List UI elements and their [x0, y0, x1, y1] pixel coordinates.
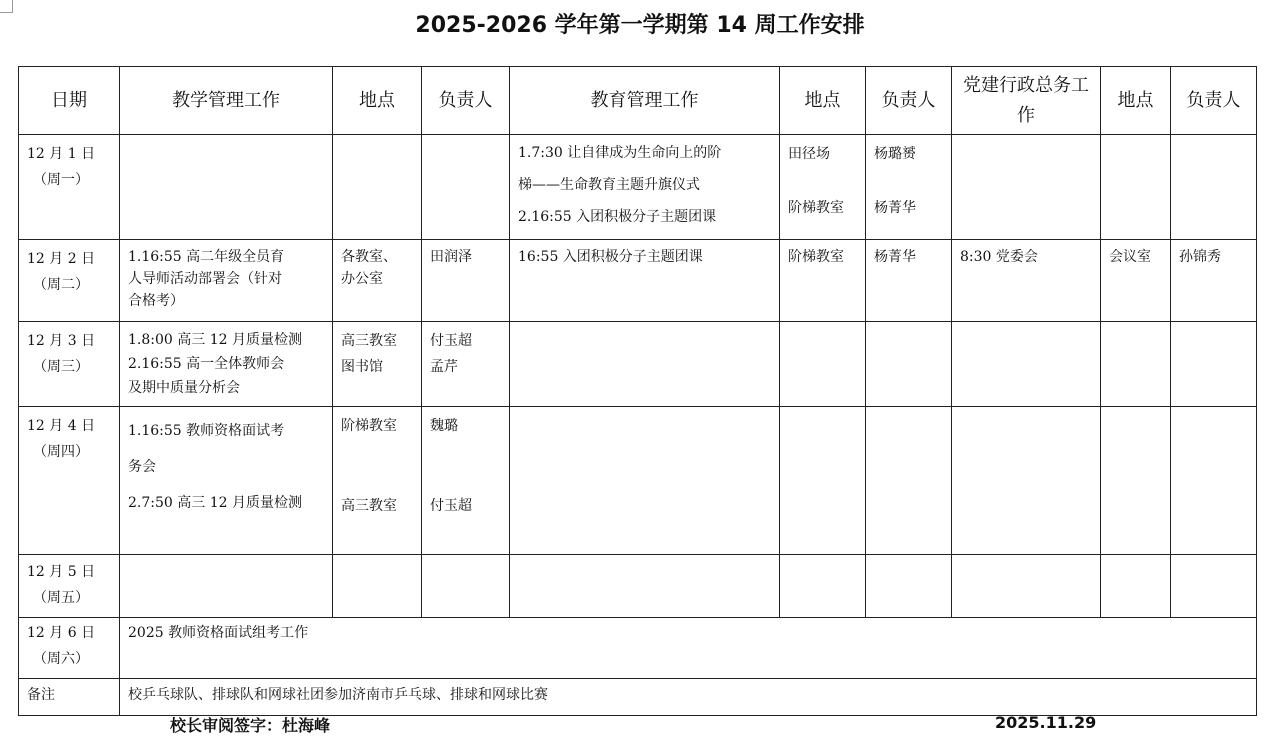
- party-cell: [952, 135, 1101, 240]
- party-place-cell: [1101, 555, 1171, 618]
- education-line: 梯——生命教育主题升旗仪式: [518, 177, 700, 193]
- teaching-line: 合格考）: [128, 293, 184, 309]
- teaching-line: 1.8:00 高三 12 月质量检测: [128, 332, 302, 348]
- teaching-cell: [120, 322, 333, 407]
- teaching-line: 1.16:55 教师资格面试考: [128, 423, 285, 439]
- signature-text: 校长审阅签字：杜海峰: [170, 716, 331, 735]
- header-teaching-place: 地点: [333, 67, 422, 135]
- party-owner-cell: [1171, 240, 1257, 322]
- education-owner-cell: [866, 555, 952, 618]
- teaching-cell: [120, 240, 333, 322]
- teaching-place-line: 高三教室: [341, 498, 397, 514]
- teaching-place-cell: [333, 322, 422, 407]
- header-teaching: 教学管理工作: [120, 67, 333, 135]
- date-cell: [19, 240, 120, 322]
- party-cell: [952, 407, 1101, 555]
- party-place-cell: [1101, 240, 1171, 322]
- education-line: 1.7:30 让自律成为生命向上的阶: [518, 145, 722, 161]
- table-row: [19, 555, 1257, 618]
- date-text: 12 月 5 日: [27, 564, 96, 580]
- party-place-cell: [1101, 135, 1171, 240]
- party-line: 8:30 党委会: [960, 249, 1038, 265]
- teaching-place-cell: [333, 135, 422, 240]
- party-place-cell: [1101, 322, 1171, 407]
- table-row: [19, 240, 1257, 322]
- education-owner-cell: [866, 240, 952, 322]
- footer-date: 2025.11.29: [995, 713, 1097, 732]
- education-cell: [510, 322, 780, 407]
- remark-label: 备注: [19, 679, 120, 716]
- header-teaching-owner: 负责人: [422, 67, 510, 135]
- header-row: [19, 67, 1257, 135]
- education-place-cell: [780, 240, 866, 322]
- education-place-line: 阶梯教室: [788, 200, 844, 216]
- teaching-place-line: 图书馆: [341, 359, 383, 375]
- date-text: 12 月 3 日: [27, 333, 96, 349]
- table-row: [19, 407, 1257, 555]
- party-owner-cell: [1171, 407, 1257, 555]
- header-party: 党建行政总务工作: [952, 67, 1101, 135]
- teaching-owner-line: 孟芹: [430, 359, 458, 375]
- page-title: 2025-2026 学年第一学期第 14 周工作安排: [415, 13, 865, 38]
- education-owner-line: 杨菁华: [874, 200, 916, 216]
- teaching-place-line: 阶梯教室: [341, 418, 397, 434]
- party-owner-cell: [1171, 322, 1257, 407]
- teaching-place-line: 办公室: [341, 271, 383, 287]
- date-text: 12 月 4 日: [27, 418, 96, 434]
- header-education-place: 地点: [780, 67, 866, 135]
- date-cell: [19, 322, 120, 407]
- weekday-text: （周三）: [33, 359, 89, 375]
- party-owner-cell: [1171, 135, 1257, 240]
- header-party-place: 地点: [1101, 67, 1171, 135]
- teaching-owner-cell: [422, 240, 510, 322]
- teaching-cell: [120, 407, 333, 555]
- party-cell: [952, 555, 1101, 618]
- teaching-line: 务会: [128, 459, 156, 475]
- party-place-cell: [1101, 407, 1171, 555]
- teaching-place-line: 高三教室: [341, 333, 397, 349]
- weekday-text: （周一）: [33, 172, 89, 188]
- education-place-cell: [780, 322, 866, 407]
- education-owner-line: 杨璐赟: [874, 146, 916, 162]
- teaching-owner-line: 魏璐: [430, 418, 458, 434]
- teaching-line: 1.16:55 高二年级全员育: [128, 249, 285, 265]
- weekday-text: （周二）: [33, 277, 89, 293]
- teaching-line: 2.16:55 高一全体教师会: [128, 356, 285, 372]
- party-cell: [952, 322, 1101, 407]
- date-cell: [19, 618, 120, 679]
- date-text: 12 月 1 日: [27, 146, 96, 162]
- date-cell: [19, 555, 120, 618]
- education-place-line: 田径场: [788, 146, 830, 162]
- party-owner-cell: [1171, 555, 1257, 618]
- party-place-line: 会议室: [1109, 249, 1151, 265]
- education-cell: [510, 555, 780, 618]
- table-row: [19, 135, 1257, 240]
- date-text: 12 月 2 日: [27, 251, 96, 267]
- education-cell: [510, 407, 780, 555]
- education-place-cell: [780, 555, 866, 618]
- education-line: 2.16:55 入团积极分子主题团课: [518, 209, 717, 225]
- teaching-owner-cell: [422, 555, 510, 618]
- teaching-place-cell: [333, 555, 422, 618]
- merged-cell: 2025 教师资格面试组考工作: [120, 618, 1257, 679]
- education-cell: [510, 135, 780, 240]
- teaching-owner-line: 付玉超: [430, 333, 472, 349]
- weekday-text: （周四）: [33, 444, 89, 460]
- education-owner-cell: [866, 407, 952, 555]
- header-date: 日期: [19, 67, 120, 135]
- table-row: [19, 322, 1257, 407]
- weekday-text: （周六）: [33, 651, 89, 667]
- table-row: [19, 618, 1257, 679]
- education-place-cell: [780, 135, 866, 240]
- party-cell: [952, 240, 1101, 322]
- schedule-table: [18, 66, 1257, 716]
- education-cell: [510, 240, 780, 322]
- teaching-place-cell: [333, 407, 422, 555]
- teaching-line: 2.7:50 高三 12 月质量检测: [128, 495, 302, 511]
- education-owner-cell: [866, 322, 952, 407]
- date-cell: [19, 407, 120, 555]
- weekday-text: （周五）: [33, 590, 89, 606]
- education-place-cell: [780, 407, 866, 555]
- header-education-owner: 负责人: [866, 67, 952, 135]
- teaching-place-line: 各教室、: [341, 249, 397, 265]
- education-line: 16:55 入团积极分子主题团课: [518, 249, 703, 265]
- teaching-line: 及期中质量分析会: [128, 380, 240, 396]
- education-place-line: 阶梯教室: [788, 249, 844, 265]
- date-text: 12 月 6 日: [27, 625, 96, 641]
- teaching-owner-line: 付玉超: [430, 498, 472, 514]
- teaching-cell: [120, 135, 333, 240]
- education-owner-cell: [866, 135, 952, 240]
- teaching-owner-line: 田润泽: [430, 249, 472, 265]
- teaching-owner-cell: [422, 322, 510, 407]
- teaching-owner-cell: [422, 407, 510, 555]
- teaching-place-cell: [333, 240, 422, 322]
- education-owner-line: 杨菁华: [874, 249, 916, 265]
- header-education: 教育管理工作: [510, 67, 780, 135]
- header-party-owner: 负责人: [1171, 67, 1257, 135]
- party-owner-line: 孙锦秀: [1179, 249, 1221, 265]
- date-cell: [19, 135, 120, 240]
- teaching-cell: [120, 555, 333, 618]
- remark-row: [19, 679, 1257, 716]
- teaching-line: 人导师活动部署会（针对: [128, 271, 282, 287]
- remark-text: 校乒乓球队、排球队和网球社团参加济南市乒乓球、排球和网球比赛: [120, 679, 1257, 716]
- teaching-owner-cell: [422, 135, 510, 240]
